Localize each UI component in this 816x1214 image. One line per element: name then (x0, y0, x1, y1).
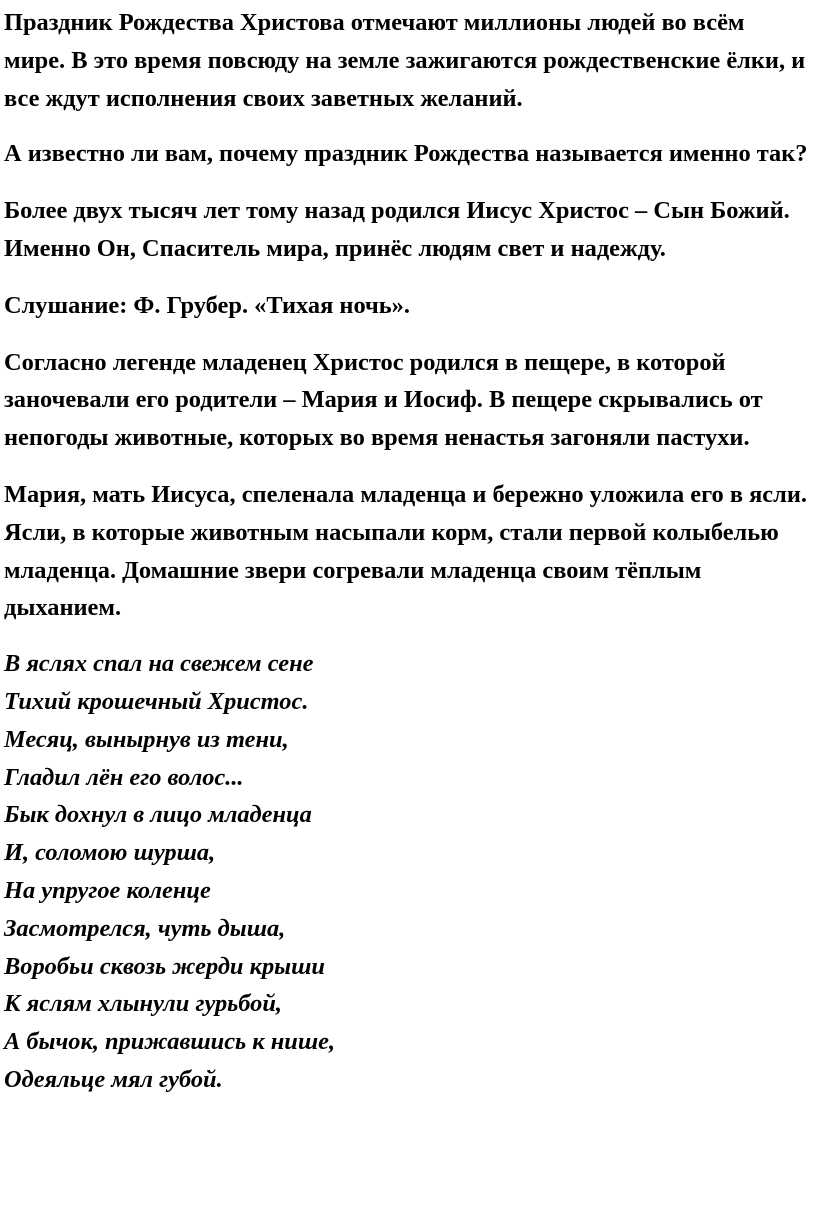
paragraph-question: А известно ли вам, почему праздник Рождества называется именно так? (4, 140, 808, 168)
poem-line: Одеяльце мял губой. (4, 1065, 223, 1093)
paragraph-listening: Слушание: Ф. Грубер. «Тихая ночь». (4, 291, 410, 319)
poem-line: Месяц, вынырнув из тени, (4, 725, 289, 753)
poem-line: На упругое коленце (4, 876, 211, 904)
poem-line: И, соломою шурша, (4, 839, 216, 867)
paragraph-manger: Мария, мать Иисуса, спеленала младенца и бережно уложила его в ясли. Ясли, в которые животным насыпали корм, стали первой колыбелью младенца. Домашние звери согревали младенца своим тёплым дыханием. (4, 480, 807, 622)
paragraph-history: Более двух тысяч лет тому назад родился Иисус Христос – Сын Божий. Именно Он, Спаситель мира, принёс людям свет и надежду. (4, 197, 790, 262)
poem-line: Воробьи сквозь жерди крыши (4, 952, 325, 980)
poem-line: Засмотрелся, чуть дыша, (4, 914, 286, 942)
poem-line: Тихий крошечный Христос. (4, 687, 309, 715)
poem-line: Бык дохнул в лицо младенца (4, 801, 312, 829)
poem-line: В яслях спал на свежем сене (4, 650, 314, 678)
paragraph-legend: Согласно легенде младенец Христос родился в пещере, в которой заночевали его родители – Мария и Иосиф. В пещере скрывались от непогоды животные, которых во время ненастья загоняли пастухи. (4, 348, 763, 452)
poem-line: Гладил лён его волос... (4, 763, 244, 791)
poem-line: А бычок, прижавшись к нише, (4, 1028, 336, 1056)
poem-line: К яслям хлынули гурьбой, (4, 990, 283, 1018)
paragraph-intro: Праздник Рождества Христова отмечают миллионы людей во всём мире. В это время повсюду на земле зажигаются рождественские ёлки, и все ждут исполнения своих заветных желаний. (4, 9, 806, 112)
poem (4, 645, 808, 1099)
